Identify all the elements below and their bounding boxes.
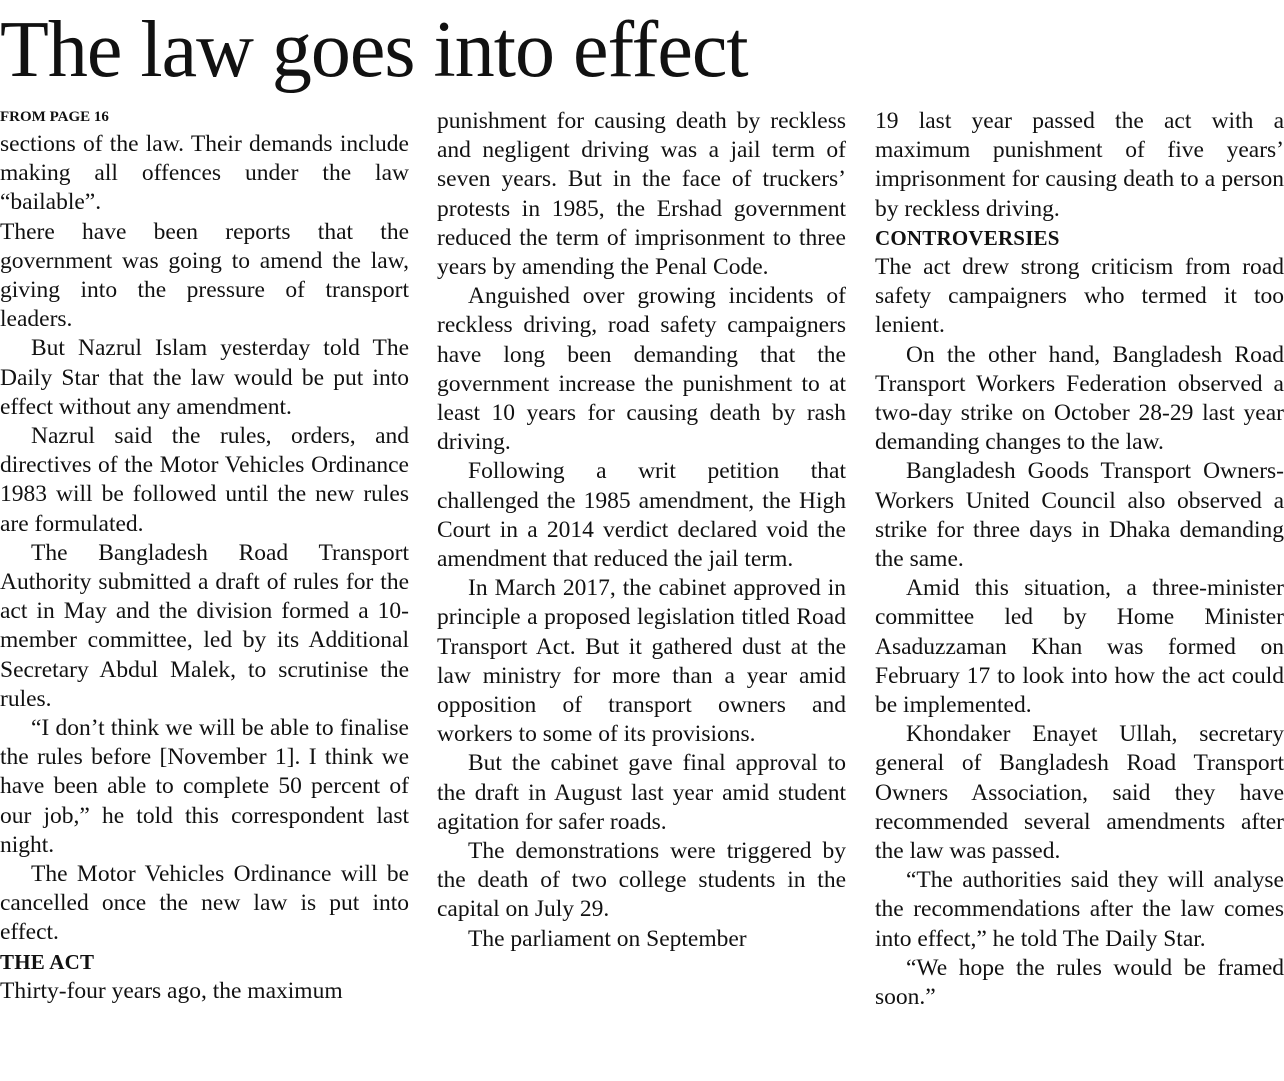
paragraph: The Bangladesh Road Transport Authority submitted a draft of rules for the act in May and the division formed a 10-member committee, led by its Additional Secretary Abdul Malek, to scrutinise the rules. [0, 539, 409, 712]
paragraph: The parliament on September [468, 925, 747, 952]
article-column-3 [875, 107, 1284, 1012]
paragraph: “The authorities said they will analyse the recommendations after the law comes into effect,” he told The Daily Star. [875, 867, 1284, 952]
headline: The law goes into effect [0, 6, 748, 94]
paragraph: Khondaker Enayet Ullah, secretary general of Bangladesh Road Transport Owners Association, said they have recommended several amendments after the law was passed. [875, 721, 1284, 865]
paragraph: On the other hand, Bangladesh Road Transport Workers Federation observed a two-day strike on October 28-29 last year demanding changes to the law. [875, 341, 1284, 456]
article-column-2 [437, 107, 846, 954]
paragraph: Following a writ petition that challenged the 1985 amendment, the High Court in a 2014 verdict declared void the amendment that reduced the jail term. [437, 458, 846, 573]
paragraph: 19 last year passed the act with a maximum punishment of five years’ imprisonment for causing death to a person by reckless driving. [875, 108, 1284, 222]
subheading-the-act: THE ACT [0, 949, 95, 974]
paragraph: The demonstrations were triggered by the death of two college students in the capital on July 29. [437, 838, 846, 923]
paragraph: The act drew strong criticism from road safety campaigners who termed it too lenient. [875, 254, 1284, 339]
paragraph: But Nazrul Islam yesterday told The Daily Star that the law would be put into effect without any amendment. [0, 335, 409, 420]
paragraph: But the cabinet gave final approval to the draft in August last year amid student agitation for safer roads. [437, 750, 846, 835]
paragraph: Thirty-four years ago, the maximum [0, 977, 343, 1004]
subheading-controversies: CONTROVERSIES [875, 225, 1060, 250]
paragraph: Bangladesh Goods Transport Owners-Workers United Council also observed a strike for three days in Dhaka demanding the same. [875, 458, 1284, 573]
paragraph: Nazrul said the rules, orders, and directives of the Motor Vehicles Ordinance 1983 will be followed until the new rules are formulated. [0, 423, 409, 537]
paragraph: “We hope the rules would be framed soon.” [875, 954, 1284, 1011]
continued-from-label: FROM PAGE 16 [0, 109, 109, 125]
paragraph: “I don’t think we will be able to finalise the rules before [November 1]. I think we have been able to complete 50 percent of our job,” he told this correspondent last night. [0, 715, 409, 858]
paragraph: In March 2017, the cabinet approved in principle a proposed legislation titled Road Transport Act. But it gathered dust at the law ministry for more than a year amid opposition of transport owners and workers to some of its provisions. [437, 575, 846, 748]
paragraph: Anguished over growing incidents of reckless driving, road safety campaigners have long been demanding that the government increase the punishment to at least 10 years for causing death by rash driving. [437, 283, 846, 456]
paragraph: sections of the law. Their demands include making all offences under the law “bailable”. [0, 131, 409, 216]
paragraph: punishment for causing death by reckless and negligent driving was a jail term of seven years. But in the face of truckers’ protests in 1985, the Ershad government reduced the term of imprisonment to three years by amending the Penal Code. [437, 108, 846, 281]
article-column-1 [0, 130, 409, 1006]
paragraph: The Motor Vehicles Ordinance will be cancelled once the new law is put into effect. [0, 861, 409, 946]
paragraph: There have been reports that the government was going to amend the law, giving into the pressure of transport leaders. [0, 218, 409, 333]
paragraph: Amid this situation, a three-minister committee led by Home Minister Asaduzzaman Khan was formed on February 17 to look into how the act could be implemented. [875, 575, 1284, 719]
